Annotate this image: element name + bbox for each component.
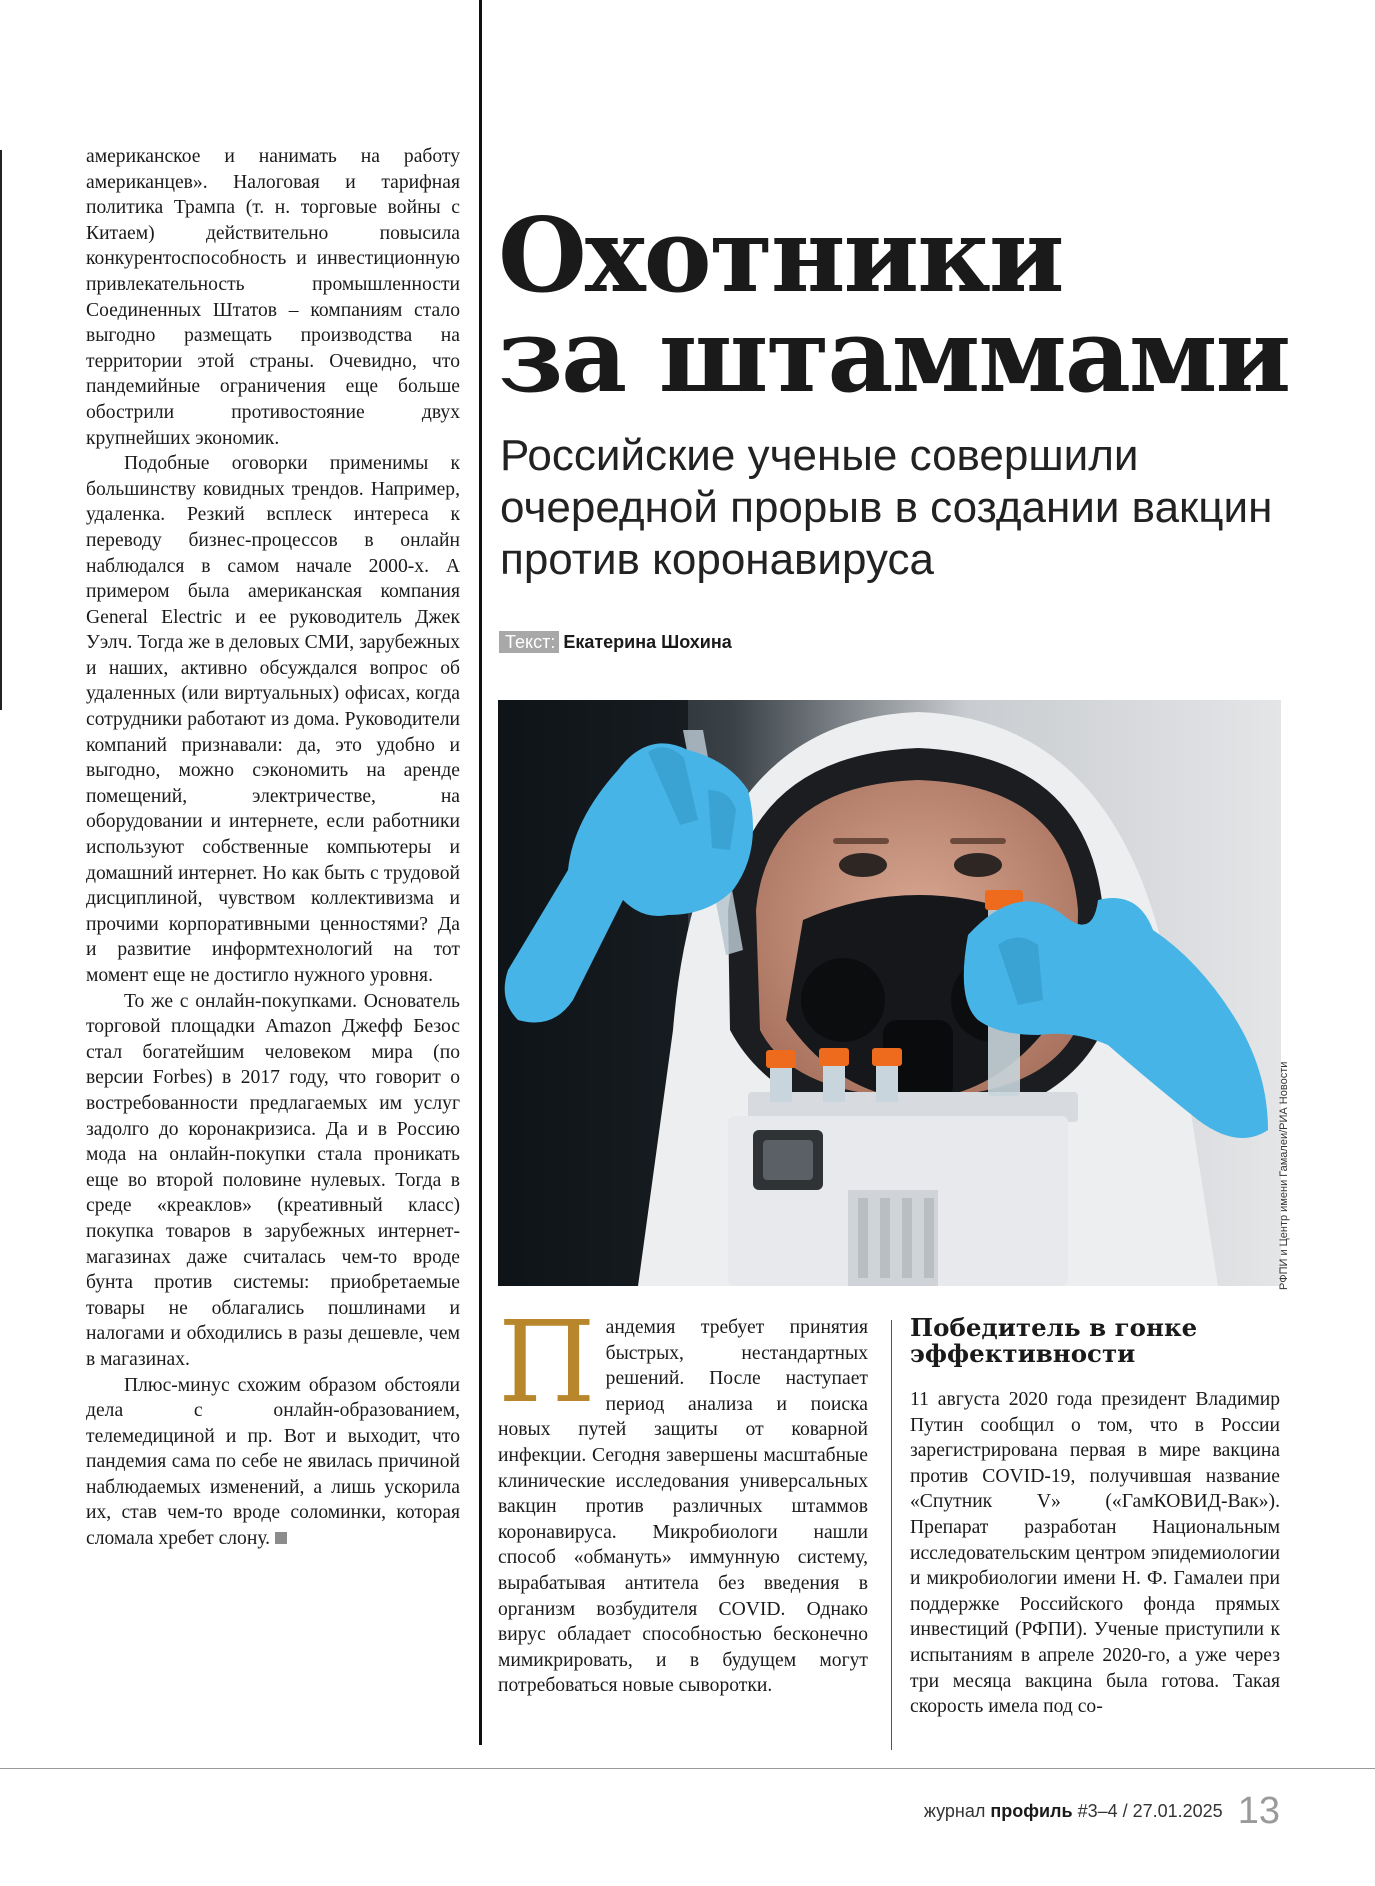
sidebar-divider	[891, 1320, 892, 1750]
lead-text: андемия требует принятия быстрых, нестандартных решений. После наступает период анализа и поиска новых путей защиты от коварной инфекции. Сегодня завершены масштабные клинические исследования универсальных вакцин против различных штаммов коронавируса. Микробиологи нашли способ «обмануть» иммунную систему, вырабатывая антитела без введения в организм возбудителя COVID. Однако вирус обладает способностью бесконечно мимикрировать, и в будущем могут потребоваться новые сыворотки.	[498, 1317, 868, 1697]
left-paragraph-3: То же с онлайн-покупками. Основатель торговой площадки Amazon Джефф Безос стал богатейшим человеком мира (по версии Forbes) в 2017 году, что говорит о востребованности предлагаемых им услуг задолго до коронакризиса. Да и в Россию мода на онлайн-покупки стала проникать еще во второй половине нулевых. Тогда в среде «креаклов» (креативный класс) покупка товаров в зарубежных интернет-магазинах даже считалась чем-то вроде бунта против системы: приобретаемые товары не облагались пошлинами и налогами и обходились в разы дешевле, чем в магазинах.	[86, 990, 460, 1370]
scientist-photo-illustration	[498, 700, 1281, 1286]
left-paragraph-2: Подобные оговорки применимы к большинству ковидных трендов. Например, удаленка. Резкий всплеск интереса к переводу бизнес-процессов в онлайн наблюдался в самом начале 2000-х. А примером была американская компания General Electric и ее руководитель Джек Уэлч. Тогда же в деловых СМИ, зарубежных и наших, активно обсуждался вопрос об удаленных (или виртуальных) офисах, когда сотрудники работают из дома. Руководители компаний признавали: да, это удобно и выгодно, можно сэкономить на аренде помещений, электричестве, на оборудовании и интернете, если работники используют собственные компьютеры и домашний интернет. Но как быть с трудовой дисциплиной, чувством коллективизма и прочими корпоративными ценностями? Да и развитие информтехнологий на тот момент еще не достигло нужного уровня.	[86, 453, 460, 986]
sidebar-heading: Победитель в гонке эффективности	[910, 1313, 1198, 1368]
article-subheadline: Российские ученые совершили очередной прорыв в создании вакцин против коронавируса	[500, 431, 1273, 584]
footer-magazine-prefix: журнал	[923, 1801, 986, 1821]
byline-label: Текст:	[499, 631, 559, 653]
footer-issue: #3–4 / 27.01.2025	[1077, 1801, 1223, 1821]
page-number: 13	[1237, 1790, 1280, 1832]
sidebar-text: 11 августа 2020 года президент Владимир Путин сообщил о том, что в России зарегистрирована первая в мире вакцина против COVID-19, получившая название «Спутник V» («ГамКОВИД-Вак»). Препарат разработан Национальным исследовательским центром эпидемиологии и микробиологии имени Н. Ф. Гамалеи при поддержке Российского фонда прямых инвестиций (РФПИ). Ученые приступили к испытаниям в апреле 2020-го, а уже через три месяца вакцина была готова. Такая скорость имела под со-	[910, 1389, 1280, 1718]
footer-magazine-name: профиль	[990, 1801, 1073, 1821]
article-headline	[498, 196, 1290, 416]
left-paragraph-4	[86, 1373, 460, 1552]
page-edge-mark	[0, 150, 2, 710]
sidebar-column	[910, 1315, 1280, 1720]
left-column-text	[86, 144, 460, 1552]
drop-cap: П	[498, 1298, 596, 1428]
article-photo	[498, 700, 1281, 1286]
left-paragraph-4-text: Плюс-минус схожим образом обстояли дела с онлайн-образованием, телемедициной и пр. Вот и выходит, что пандемия сама по себе не явилась причиной наблюдаемых изменений, а лишь ускорила их, став чем-то вроде соломинки, которая сломала хребет слону.	[86, 1374, 460, 1550]
gray-square-icon	[275, 1532, 287, 1544]
byline-author: Екатерина Шохина	[563, 632, 732, 652]
left-paragraph-1: американское и нанимать на работу американцев». Налоговая и тарифная политика Трампа (т. н. торговые войны с Китаем) действительно повысила конкурентоспособность и инвестиционную привлекательность промышленности Соединенных Штатов – компаниям стало выгодно размещать производства на территории этой страны. Очевидно, что пандемийные ограничения еще больше обострили противостояние двух крупнейших экономик.	[86, 146, 460, 449]
column-divider	[479, 0, 482, 1745]
lead-column	[498, 1298, 868, 1699]
footer-rule	[0, 1768, 1375, 1769]
headline-line-2: за штаммами	[498, 296, 1290, 416]
byline	[499, 630, 732, 654]
lead-paragraph	[498, 1298, 868, 1699]
photo-credit: РФПИ и Центр имени Гамалеи/РИА Новости	[1278, 1061, 1290, 1290]
headline-line-1: Охотники	[498, 196, 1063, 316]
page-footer	[924, 1790, 1280, 1833]
